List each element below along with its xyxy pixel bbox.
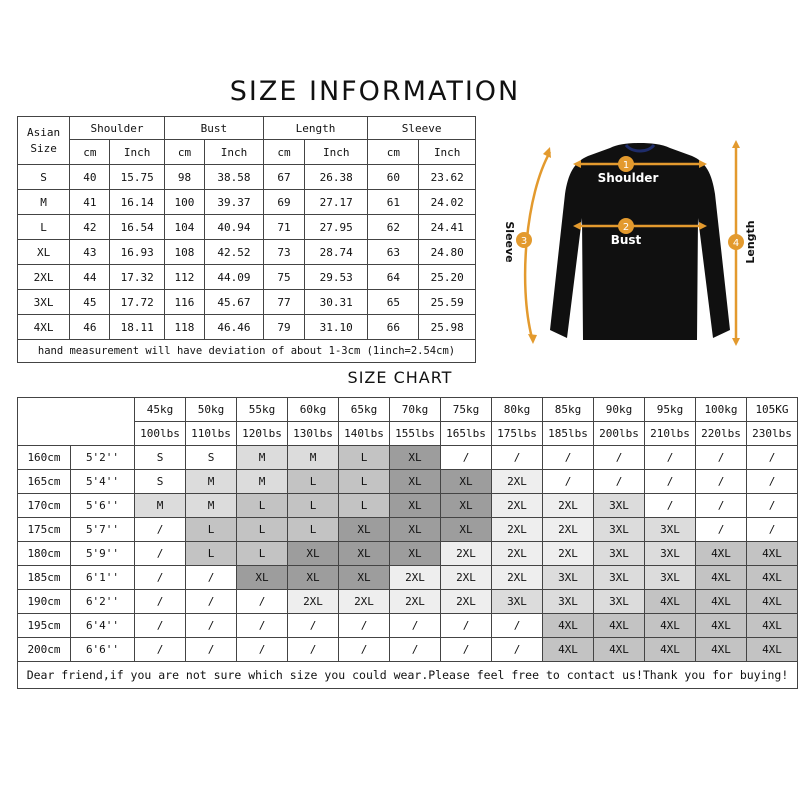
measurement-cell: 98 — [164, 165, 204, 190]
recommended-size-cell: / — [390, 614, 441, 638]
size-chart-body — [18, 446, 798, 662]
height-ft-cell: 5'7'' — [71, 518, 135, 542]
measurement-cell: 116 — [164, 290, 204, 315]
measurement-cell: 17.72 — [110, 290, 164, 315]
recommended-size-cell: XL — [339, 566, 390, 590]
height-cm-cell: 200cm — [18, 638, 71, 662]
recommended-size-cell: 2XL — [543, 494, 594, 518]
recommended-size-cell: / — [696, 446, 747, 470]
weight-kg-header: 65kg — [339, 398, 390, 422]
height-row — [18, 638, 798, 662]
recommended-size-cell: / — [135, 590, 186, 614]
weight-lbs-header: 130lbs — [288, 422, 339, 446]
header-row — [18, 117, 476, 140]
recommended-size-cell: / — [135, 518, 186, 542]
length-label: Length — [744, 220, 757, 264]
weight-lbs-header: 175lbs — [492, 422, 543, 446]
size-chart-title: SIZE CHART — [347, 368, 453, 387]
recommended-size-cell: / — [339, 638, 390, 662]
recommended-size-cell: 3XL — [594, 542, 645, 566]
measurement-cell: 25.20 — [419, 265, 476, 290]
height-cm-cell: 165cm — [18, 470, 71, 494]
recommended-size-cell: 2XL — [441, 566, 492, 590]
recommended-size-cell: 3XL — [645, 566, 696, 590]
recommended-size-cell: 3XL — [594, 590, 645, 614]
height-row — [18, 542, 798, 566]
recommended-size-cell: / — [135, 614, 186, 638]
weight-kg-header: 105KG — [747, 398, 798, 422]
recommended-size-cell: / — [747, 494, 798, 518]
recommended-size-cell: 4XL — [747, 566, 798, 590]
measurement-cell: 62 — [368, 215, 419, 240]
recommended-size-cell: XL — [441, 470, 492, 494]
measurement-cell: 15.75 — [110, 165, 164, 190]
recommended-size-cell: 2XL — [441, 590, 492, 614]
footer-message: Dear friend,if you are not sure which size you could wear.Please feel free to contact us!Thank you for buying! — [18, 662, 798, 689]
recommended-size-cell: / — [288, 614, 339, 638]
weight-lbs-header: 230lbs — [747, 422, 798, 446]
asian-size-header: Asian Size — [18, 117, 70, 165]
recommended-size-cell: / — [543, 470, 594, 494]
measurement-cell: 23.62 — [419, 165, 476, 190]
height-cm-cell: 170cm — [18, 494, 71, 518]
height-row — [18, 446, 798, 470]
measurement-cell: 79 — [263, 315, 304, 340]
height-row — [18, 494, 798, 518]
weight-kg-header: 55kg — [237, 398, 288, 422]
recommended-size-cell: / — [135, 638, 186, 662]
size-info-row — [18, 265, 476, 290]
weight-lbs-header: 110lbs — [186, 422, 237, 446]
recommended-size-cell: / — [135, 566, 186, 590]
recommended-size-cell: 2XL — [543, 542, 594, 566]
measurement-cell: 104 — [164, 215, 204, 240]
size-label-cell: M — [18, 190, 70, 215]
measurement-cell: 41 — [70, 190, 110, 215]
size-chart-table — [17, 397, 798, 689]
unit-inch: Inch — [110, 140, 164, 165]
recommended-size-cell: 2XL — [492, 542, 543, 566]
recommended-size-cell: S — [135, 446, 186, 470]
weight-lbs-header: 140lbs — [339, 422, 390, 446]
recommended-size-cell: XL — [390, 446, 441, 470]
height-ft-cell: 5'4'' — [71, 470, 135, 494]
recommended-size-cell: / — [594, 446, 645, 470]
measurement-cell: 46.46 — [205, 315, 264, 340]
measurement-cell: 42 — [70, 215, 110, 240]
weight-kg-header: 85kg — [543, 398, 594, 422]
recommended-size-cell: M — [186, 494, 237, 518]
marker-4-label: 4 — [732, 238, 740, 249]
height-ft-cell: 6'4'' — [71, 614, 135, 638]
recommended-size-cell: / — [747, 446, 798, 470]
measurement-cell: 65 — [368, 290, 419, 315]
unit-cm: cm — [70, 140, 110, 165]
recommended-size-cell: L — [237, 542, 288, 566]
height-cm-cell: 185cm — [18, 566, 71, 590]
measurement-cell: 27.95 — [305, 215, 368, 240]
weight-lbs-header: 220lbs — [696, 422, 747, 446]
recommended-size-cell: / — [492, 446, 543, 470]
recommended-size-cell: 4XL — [696, 590, 747, 614]
recommended-size-cell: 2XL — [390, 566, 441, 590]
recommended-size-cell: 3XL — [594, 566, 645, 590]
shirt-measurement-diagram — [498, 134, 790, 354]
height-ft-cell: 5'6'' — [71, 494, 135, 518]
shoulder-label: Shoulder — [597, 171, 659, 185]
recommended-size-cell: / — [186, 638, 237, 662]
recommended-size-cell: 3XL — [543, 566, 594, 590]
measurement-cell: 112 — [164, 265, 204, 290]
recommended-size-cell: / — [135, 542, 186, 566]
length-header: Length — [263, 117, 367, 140]
recommended-size-cell: 4XL — [594, 638, 645, 662]
height-cm-cell: 175cm — [18, 518, 71, 542]
size-information-table — [17, 116, 476, 363]
recommended-size-cell: / — [492, 638, 543, 662]
recommended-size-cell: 4XL — [696, 542, 747, 566]
measurement-cell: 69 — [263, 190, 304, 215]
recommended-size-cell: XL — [390, 542, 441, 566]
recommended-size-cell: 2XL — [441, 542, 492, 566]
sleeve-header: Sleeve — [368, 117, 476, 140]
measurement-cell: 60 — [368, 165, 419, 190]
recommended-size-cell: / — [441, 638, 492, 662]
recommended-size-cell: 4XL — [696, 638, 747, 662]
recommended-size-cell: / — [186, 566, 237, 590]
sleeve-label: Sleeve — [503, 221, 516, 263]
measurement-cell: 45.67 — [205, 290, 264, 315]
recommended-size-cell: S — [186, 446, 237, 470]
recommended-size-cell: / — [237, 638, 288, 662]
recommended-size-cell: 2XL — [288, 590, 339, 614]
recommended-size-cell: 2XL — [492, 470, 543, 494]
recommended-size-cell: XL — [390, 494, 441, 518]
recommended-size-cell: L — [339, 494, 390, 518]
recommended-size-cell: 4XL — [747, 614, 798, 638]
size-label-cell: 2XL — [18, 265, 70, 290]
weight-kg-header: 90kg — [594, 398, 645, 422]
footer-row — [18, 662, 798, 689]
marker-1-label: 1 — [622, 160, 630, 171]
recommended-size-cell: 4XL — [543, 614, 594, 638]
weight-lbs-header: 210lbs — [645, 422, 696, 446]
recommended-size-cell: XL — [237, 566, 288, 590]
height-row — [18, 590, 798, 614]
measurement-note: hand measurement will have deviation of about 1-3cm (1inch=2.54cm) — [18, 340, 476, 363]
measurement-cell: 75 — [263, 265, 304, 290]
recommended-size-cell: / — [543, 446, 594, 470]
recommended-size-cell: XL — [288, 542, 339, 566]
measurement-cell: 38.58 — [205, 165, 264, 190]
recommended-size-cell: M — [135, 494, 186, 518]
measurement-cell: 24.80 — [419, 240, 476, 265]
recommended-size-cell: 2XL — [543, 518, 594, 542]
recommended-size-cell: / — [696, 518, 747, 542]
recommended-size-cell: M — [288, 446, 339, 470]
recommended-size-cell: S — [135, 470, 186, 494]
recommended-size-cell: 4XL — [645, 590, 696, 614]
measurement-cell: 24.41 — [419, 215, 476, 240]
recommended-size-cell: 4XL — [594, 614, 645, 638]
measurement-cell: 61 — [368, 190, 419, 215]
recommended-size-cell: L — [339, 446, 390, 470]
measurement-cell: 25.59 — [419, 290, 476, 315]
recommended-size-cell: / — [645, 446, 696, 470]
bust-label: Bust — [610, 233, 642, 247]
measurement-cell: 30.31 — [305, 290, 368, 315]
recommended-size-cell: 3XL — [594, 494, 645, 518]
size-label-cell: 3XL — [18, 290, 70, 315]
weight-lbs-header: 165lbs — [441, 422, 492, 446]
recommended-size-cell: / — [492, 614, 543, 638]
measurement-cell: 66 — [368, 315, 419, 340]
measurement-cell: 29.53 — [305, 265, 368, 290]
recommended-size-cell: / — [288, 638, 339, 662]
recommended-size-cell: XL — [441, 494, 492, 518]
measurement-cell: 71 — [263, 215, 304, 240]
measurement-cell: 18.11 — [110, 315, 164, 340]
measurement-cell: 40.94 — [205, 215, 264, 240]
recommended-size-cell: XL — [339, 542, 390, 566]
weight-kg-header: 75kg — [441, 398, 492, 422]
weight-lbs-header: 200lbs — [594, 422, 645, 446]
measurement-cell: 27.17 — [305, 190, 368, 215]
recommended-size-cell: / — [594, 470, 645, 494]
recommended-size-cell: L — [186, 518, 237, 542]
recommended-size-cell: / — [747, 518, 798, 542]
measurement-note-row — [18, 340, 476, 363]
measurement-cell: 39.37 — [205, 190, 264, 215]
weight-kg-header: 60kg — [288, 398, 339, 422]
height-row — [18, 518, 798, 542]
recommended-size-cell: XL — [390, 518, 441, 542]
recommended-size-cell: 4XL — [696, 614, 747, 638]
height-row — [18, 566, 798, 590]
recommended-size-cell: M — [237, 446, 288, 470]
measurement-cell: 28.74 — [305, 240, 368, 265]
measurement-cell: 67 — [263, 165, 304, 190]
recommended-size-cell: 2XL — [492, 518, 543, 542]
unit-inch: Inch — [305, 140, 368, 165]
recommended-size-cell: / — [696, 470, 747, 494]
recommended-size-cell: XL — [339, 518, 390, 542]
recommended-size-cell: L — [288, 470, 339, 494]
recommended-size-cell: / — [390, 638, 441, 662]
recommended-size-cell: / — [645, 470, 696, 494]
measurement-cell: 26.38 — [305, 165, 368, 190]
size-information-body — [18, 165, 476, 340]
recommended-size-cell: 4XL — [747, 590, 798, 614]
recommended-size-cell: L — [288, 494, 339, 518]
recommended-size-cell: 2XL — [339, 590, 390, 614]
weight-kg-header: 80kg — [492, 398, 543, 422]
measurement-cell: 17.32 — [110, 265, 164, 290]
recommended-size-cell: 2XL — [492, 566, 543, 590]
size-info-row — [18, 190, 476, 215]
size-info-row — [18, 215, 476, 240]
size-label-cell: S — [18, 165, 70, 190]
recommended-size-cell: L — [186, 542, 237, 566]
recommended-size-cell: 4XL — [747, 542, 798, 566]
recommended-size-cell: 4XL — [645, 638, 696, 662]
unit-inch: Inch — [419, 140, 476, 165]
measurement-cell: 16.93 — [110, 240, 164, 265]
recommended-size-cell: 2XL — [390, 590, 441, 614]
recommended-size-cell: / — [645, 494, 696, 518]
measurement-cell: 40 — [70, 165, 110, 190]
recommended-size-cell: L — [339, 470, 390, 494]
measurement-cell: 31.10 — [305, 315, 368, 340]
bust-header: Bust — [164, 117, 263, 140]
recommended-size-cell: XL — [441, 518, 492, 542]
recommended-size-cell: 3XL — [594, 518, 645, 542]
measurement-cell: 73 — [263, 240, 304, 265]
size-label-cell: L — [18, 215, 70, 240]
measurement-cell: 16.54 — [110, 215, 164, 240]
recommended-size-cell: 4XL — [543, 638, 594, 662]
size-info-row — [18, 240, 476, 265]
weight-lbs-header: 100lbs — [135, 422, 186, 446]
measurement-cell: 16.14 — [110, 190, 164, 215]
measurement-cell: 100 — [164, 190, 204, 215]
weight-lbs-row — [18, 422, 798, 446]
size-label-cell: 4XL — [18, 315, 70, 340]
measurement-cell: 108 — [164, 240, 204, 265]
recommended-size-cell: M — [186, 470, 237, 494]
measurement-cell: 63 — [368, 240, 419, 265]
weight-kg-header: 45kg — [135, 398, 186, 422]
measurement-cell: 46 — [70, 315, 110, 340]
height-ft-cell: 5'9'' — [71, 542, 135, 566]
unit-row — [18, 140, 476, 165]
size-information-title: SIZE INFORMATION — [229, 76, 521, 107]
recommended-size-cell: 3XL — [645, 518, 696, 542]
recommended-size-cell: 4XL — [696, 566, 747, 590]
size-info-row — [18, 315, 476, 340]
recommended-size-cell: / — [186, 590, 237, 614]
height-row — [18, 470, 798, 494]
recommended-size-cell: 4XL — [747, 638, 798, 662]
recommended-size-cell: / — [186, 614, 237, 638]
height-cm-cell: 190cm — [18, 590, 71, 614]
recommended-size-cell: / — [339, 614, 390, 638]
size-label-cell: XL — [18, 240, 70, 265]
measurement-cell: 44 — [70, 265, 110, 290]
recommended-size-cell: 3XL — [543, 590, 594, 614]
shoulder-header: Shoulder — [70, 117, 165, 140]
weight-kg-header: 50kg — [186, 398, 237, 422]
weight-kg-header: 100kg — [696, 398, 747, 422]
recommended-size-cell: 3XL — [492, 590, 543, 614]
recommended-size-cell: 2XL — [492, 494, 543, 518]
height-ft-cell: 6'1'' — [71, 566, 135, 590]
measurement-cell: 77 — [263, 290, 304, 315]
recommended-size-cell: / — [441, 614, 492, 638]
weight-lbs-header: 185lbs — [543, 422, 594, 446]
height-cm-cell: 160cm — [18, 446, 71, 470]
weight-lbs-header: 155lbs — [390, 422, 441, 446]
height-cm-cell: 195cm — [18, 614, 71, 638]
measurement-cell: 118 — [164, 315, 204, 340]
height-ft-cell: 6'2'' — [71, 590, 135, 614]
recommended-size-cell: / — [237, 590, 288, 614]
height-ft-cell: 6'6'' — [71, 638, 135, 662]
measurement-cell: 45 — [70, 290, 110, 315]
measurement-cell: 25.98 — [419, 315, 476, 340]
marker-2-label: 2 — [622, 222, 630, 233]
corner-cell — [18, 398, 135, 446]
measurement-cell: 43 — [70, 240, 110, 265]
recommended-size-cell: 3XL — [645, 542, 696, 566]
weight-kg-header: 70kg — [390, 398, 441, 422]
weight-kg-header: 95kg — [645, 398, 696, 422]
recommended-size-cell: / — [696, 494, 747, 518]
measurement-cell: 44.09 — [205, 265, 264, 290]
recommended-size-cell: L — [237, 518, 288, 542]
recommended-size-cell: / — [237, 614, 288, 638]
marker-3-label: 3 — [520, 236, 528, 247]
recommended-size-cell: XL — [288, 566, 339, 590]
measurement-cell: 64 — [368, 265, 419, 290]
size-info-row — [18, 165, 476, 190]
recommended-size-cell: L — [237, 494, 288, 518]
recommended-size-cell: / — [441, 446, 492, 470]
unit-inch: Inch — [205, 140, 264, 165]
weight-kg-row — [18, 398, 798, 422]
recommended-size-cell: M — [237, 470, 288, 494]
measurement-cell: 42.52 — [205, 240, 264, 265]
unit-cm: cm — [263, 140, 304, 165]
height-row — [18, 614, 798, 638]
measurement-cell: 24.02 — [419, 190, 476, 215]
recommended-size-cell: / — [747, 470, 798, 494]
recommended-size-cell: 4XL — [645, 614, 696, 638]
unit-cm: cm — [164, 140, 204, 165]
height-ft-cell: 5'2'' — [71, 446, 135, 470]
recommended-size-cell: L — [288, 518, 339, 542]
unit-cm: cm — [368, 140, 419, 165]
weight-lbs-header: 120lbs — [237, 422, 288, 446]
height-cm-cell: 180cm — [18, 542, 71, 566]
recommended-size-cell: XL — [390, 470, 441, 494]
size-info-row — [18, 290, 476, 315]
